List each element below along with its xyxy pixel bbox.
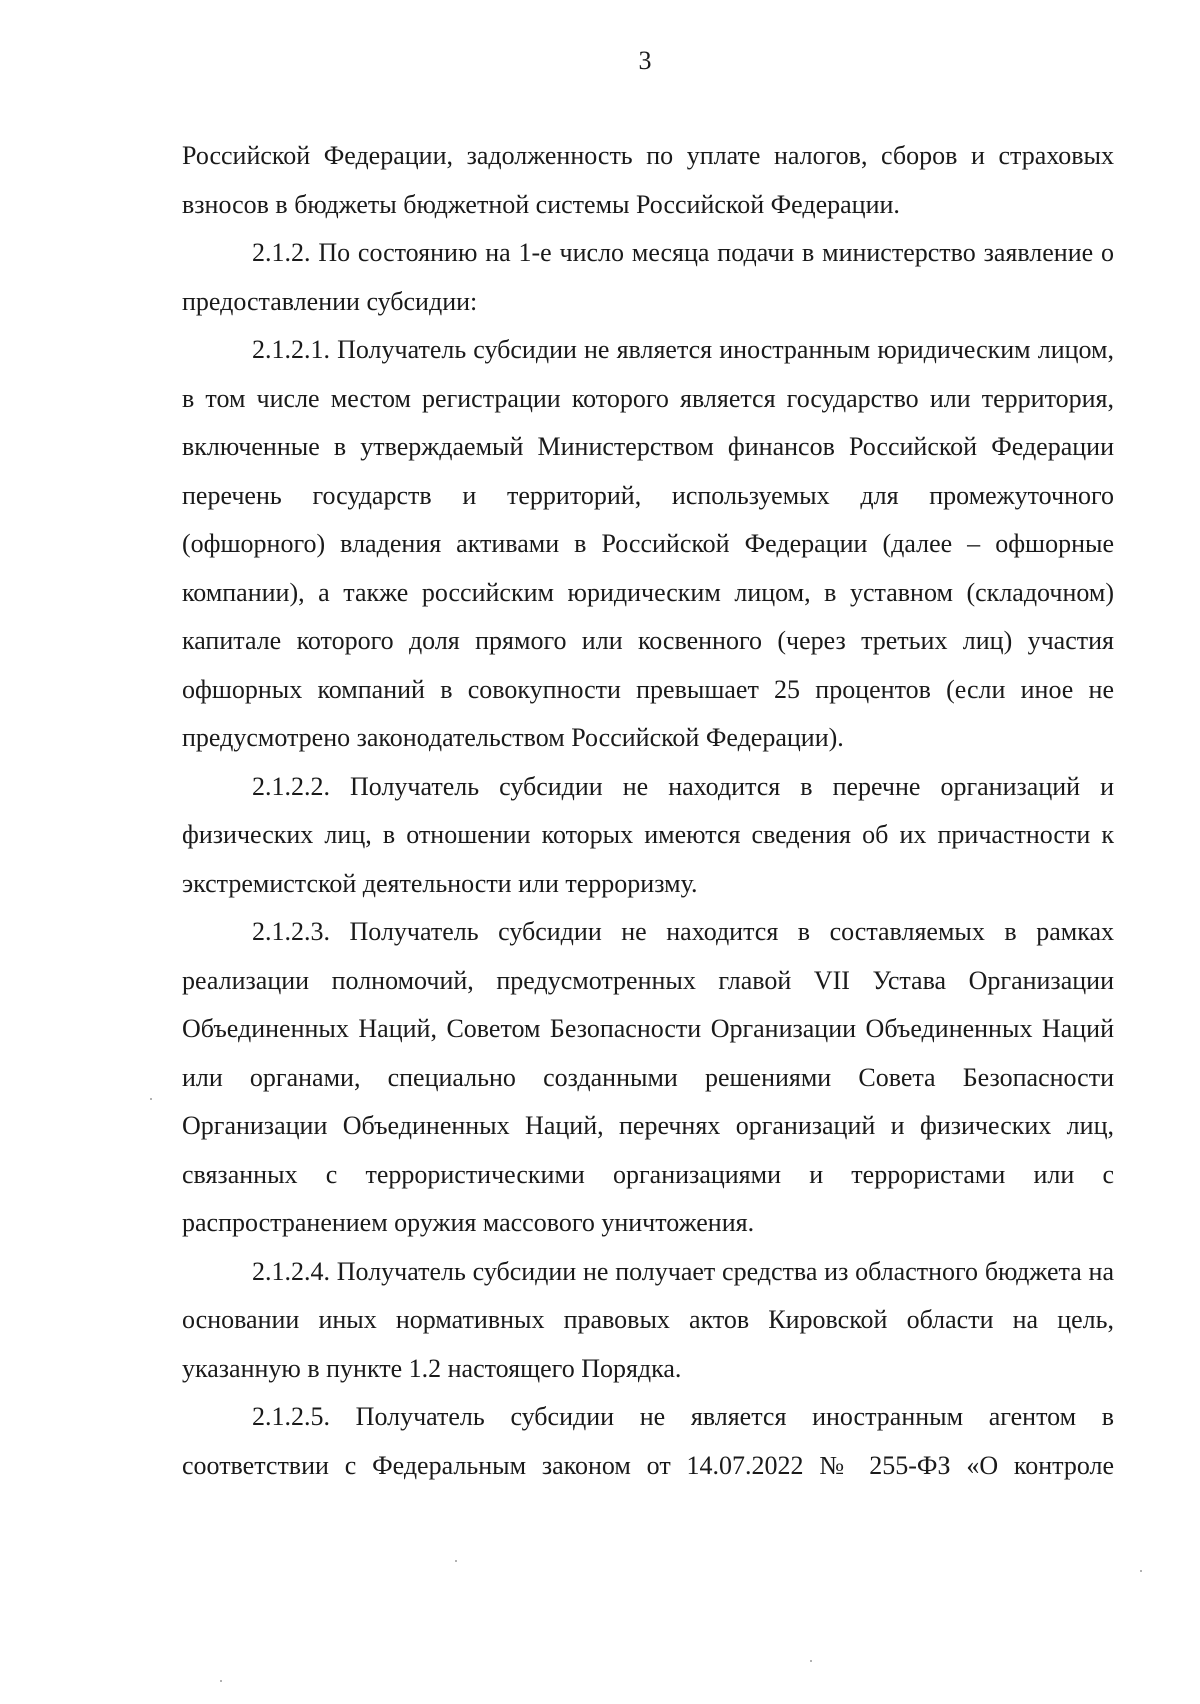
scan-speck bbox=[150, 1098, 152, 1100]
paragraph-2-1-2: 2.1.2. По состоянию на 1-е число месяца подачи в министерство заявление о предоставлении субсидии: bbox=[182, 238, 1114, 316]
scan-speck bbox=[455, 1560, 457, 1562]
scan-speck bbox=[810, 1660, 812, 1662]
scan-speck bbox=[220, 1680, 222, 1682]
document-body bbox=[182, 132, 1114, 1490]
scan-speck bbox=[1140, 1570, 1142, 1572]
paragraph-2-1-2-3: 2.1.2.3. Получатель субсидии не находится в составляемых в рамках реализации полномочий, предусмотренных главой VII Устава Организации Объединенных Наций, Советом Безопасности Организации Объединенных Наций или органами, специально созданными решениями Совета Безопасности Организации Объединенных Наций, перечнях организаций и физических лиц, связанных с террористическими организациями и террористами или с распространением оружия массового уничтожения. bbox=[182, 917, 1114, 1237]
paragraph-2-1-2-1: 2.1.2.1. Получатель субсидии не является иностранным юридическим лицом, в том числе местом регистрации которого является государство или территория, включенные в утверждаемый Министерством финансов Российской Федерации перечень государств и территорий, используемых для промежуточного (офшорного) владения активами в Российской Федерации (далее – офшорные компании), а также российским юридическим лицом, в уставном (складочном) капитале которого доля прямого или косвенного (через третьих лиц) участия офшорных компаний в совокупности превышает 25 процентов (если иное не предусмотрено законодательством Российской Федерации). bbox=[182, 335, 1114, 752]
paragraph-2-1-2-4: 2.1.2.4. Получатель субсидии не получает средства из областного бюджета на основании иных нормативных правовых актов Кировской области на цель, указанную в пункте 1.2 настоящего Порядка. bbox=[182, 1256, 1114, 1383]
page-number: 3 bbox=[638, 46, 652, 75]
paragraph-2-1-2-5: 2.1.2.5. Получатель субсидии не является иностранным агентом в соответствии с Федеральным законом от 14.07.2022 № 255-ФЗ «О контроле bbox=[182, 1402, 1114, 1480]
paragraph-continuation: Российской Федерации, задолженность по уплате налогов, сборов и страховых взносов в бюджеты бюджетной системы Российской Федерации. bbox=[182, 141, 1114, 219]
paragraph-2-1-2-2: 2.1.2.2. Получатель субсидии не находится в перечне организаций и физических лиц, в отношении которых имеются сведения об их причастности к экстремистской деятельности или терроризму. bbox=[182, 771, 1114, 898]
